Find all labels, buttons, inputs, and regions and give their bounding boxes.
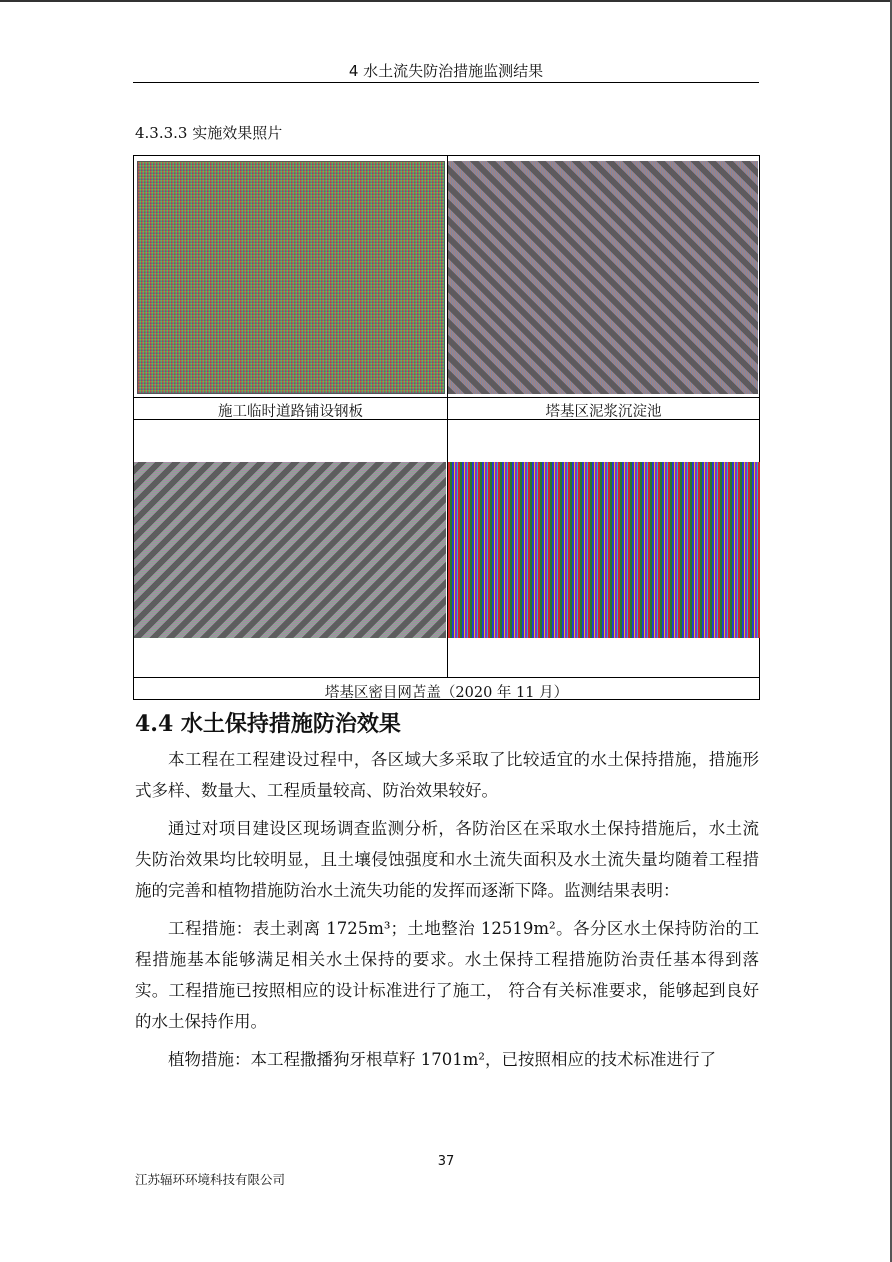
- paragraph: 通过对项目建设区现场调查监测分析，各防治区在采取水土保持措施后，水土流失防治效果均比较明显，且土壤侵蚀强度和水土流失面积及水土流失量均随着工程措施的完善和植物措施防治水土流失功能的发挥而逐渐下降。监测结果表明：: [135, 819, 759, 900]
- running-header: 4 水土流失防治措施监测结果: [348, 62, 544, 80]
- photo-mud-settling-pond: [448, 161, 758, 394]
- body-text: [135, 744, 759, 1082]
- header-rule: [133, 82, 759, 83]
- section-heading: 4.3.3.3 实施效果照片: [135, 124, 283, 142]
- paragraph: 工程措施：表土剥离 1725m³；土地整治 12519m²。各分区水土保持防治的工程措施基本能够满足相关水土保持的要求。水土保持工程措施防治责任基本得到落实。工程措施已按照相应的设计标准进行了施工， 符合有关标准要求，能够起到良好的水土保持作用。: [135, 919, 759, 1031]
- footer-company: 江苏辐环环境科技有限公司: [135, 1172, 286, 1187]
- photo-table: [133, 155, 760, 700]
- photo-caption-2: 塔基区泥浆沉淀池: [545, 404, 662, 420]
- paragraph: 植物措施：本工程撒播狗牙根草籽 1701m²，已按照相应的技术标准进行了: [168, 1050, 716, 1069]
- photo-mesh-cover-1: [134, 462, 446, 638]
- page-number: 37: [437, 1154, 455, 1169]
- photo-caption-3: 塔基区密目网苫盖（2020 年 11 月）: [324, 685, 569, 701]
- photo-steel-plate-road: [137, 161, 445, 394]
- page-top-edge: [0, 0, 892, 2]
- table-divider-1: [134, 397, 759, 398]
- paragraph: 本工程在工程建设过程中，各区域大多采取了比较适宜的水土保持措施，措施形式多样、数量大、工程质量较高、防治效果较好。: [135, 750, 759, 800]
- subsection-heading: 4.4 水土保持措施防治效果: [135, 711, 401, 737]
- photo-mesh-cover-2: [448, 462, 760, 638]
- table-divider-3: [134, 677, 759, 678]
- photo-caption-1: 施工临时道路铺设钢板: [218, 404, 363, 420]
